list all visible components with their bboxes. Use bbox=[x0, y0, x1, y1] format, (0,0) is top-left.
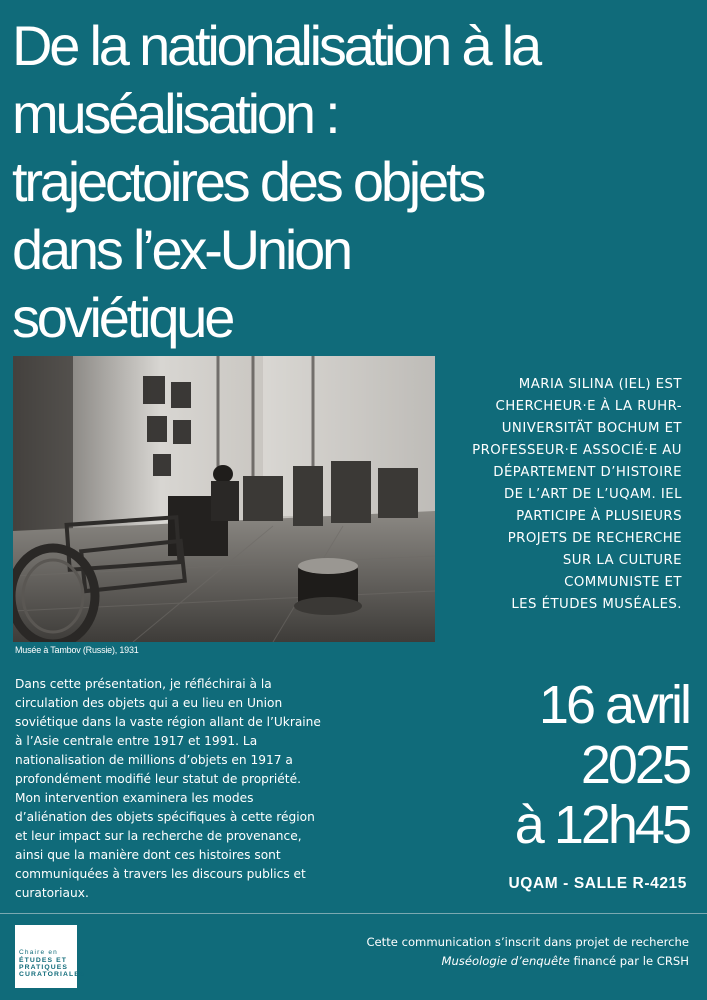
description-line: profondément modifié leur statut de propriété. bbox=[15, 772, 301, 786]
title-line: soviétique bbox=[12, 286, 233, 349]
bio-line: DE L’ART DE L’UQAM. IEL bbox=[503, 487, 682, 502]
chaire-logo bbox=[15, 925, 86, 988]
logo-line: PRATIQUES bbox=[19, 964, 69, 971]
footer-divider bbox=[0, 913, 707, 914]
bio-line: PROJETS DE RECHERCHE bbox=[507, 531, 682, 546]
bio-line: CHERCHEUR·E À LA RUHR- bbox=[495, 399, 682, 414]
description-line: nationalisation de millions d’objets en 1917 a bbox=[15, 753, 293, 767]
funding-note bbox=[366, 933, 689, 971]
photo-caption: Musée à Tambov (Russie), 1931 bbox=[15, 645, 139, 655]
date-line: à 12h45 bbox=[514, 795, 689, 855]
bio-line: SUR LA CULTURE bbox=[562, 553, 682, 568]
description-line: curatoriaux. bbox=[15, 886, 89, 900]
description-line: communiquées à travers les discours publics et bbox=[15, 867, 306, 881]
description-line: Dans cette présentation, je réfléchirai à la bbox=[15, 677, 272, 691]
title-line: muséalisation : bbox=[12, 82, 338, 145]
funding-line-1: Cette communication s’inscrit dans projet de recherche bbox=[366, 935, 689, 949]
title-line: dans l’ex-Union bbox=[12, 218, 350, 281]
description-line: Mon intervention examinera les modes bbox=[15, 791, 254, 805]
description-line: et leur impact sur la recherche de provenance, bbox=[15, 829, 302, 843]
bio-line: UNIVERSITÄT BOCHUM ET bbox=[501, 421, 682, 436]
logo-line: CURATORIALES bbox=[19, 971, 86, 978]
museum-photo bbox=[13, 356, 435, 642]
bio-line: PROFESSEUR·E ASSOCIÉ·E AU bbox=[472, 443, 682, 458]
funding-line-2 bbox=[366, 952, 689, 971]
description-line: circulation des objets qui a eu lieu en Union bbox=[15, 696, 283, 710]
logo-line: ÉTUDES ET bbox=[19, 957, 68, 964]
speaker-bio bbox=[422, 374, 682, 616]
bio-line: MARIA SILINA (IEL) EST bbox=[518, 377, 682, 392]
bio-line: DÉPARTEMENT D’HISTOIRE bbox=[493, 465, 682, 480]
bio-line: PARTICIPE À PLUSIEURS bbox=[516, 509, 682, 524]
date-line: 2025 bbox=[580, 735, 689, 795]
project-name: Muséologie d’enquête bbox=[441, 954, 570, 968]
description-line: soviétique dans la vaste région allant de l’Ukraine bbox=[15, 715, 321, 729]
date-line: 16 avril bbox=[538, 675, 689, 735]
funding-line-2-rest: financé par le CRSH bbox=[569, 954, 689, 968]
title-line: De la nationalisation à la bbox=[12, 14, 539, 77]
title-line: trajectoires des objets bbox=[12, 150, 484, 213]
bio-line: COMMUNISTE ET bbox=[564, 575, 682, 590]
logo-line: Chaire en bbox=[19, 949, 58, 956]
event-venue: UQAM - SALLE R-4215 bbox=[508, 875, 687, 892]
event-title bbox=[12, 12, 697, 352]
description-line: d’aliénation des objets spécifiques à cette région bbox=[15, 810, 315, 824]
event-date bbox=[515, 675, 689, 855]
talk-description bbox=[15, 675, 355, 903]
description-line: ainsi que la manière dont ces histoires sont bbox=[15, 848, 281, 862]
description-line: à l’Asie centrale entre 1917 et 1991. La bbox=[15, 734, 258, 748]
bio-line: LES ÉTUDES MUSÉALES. bbox=[511, 597, 682, 612]
museum-photo-illustration bbox=[13, 356, 435, 642]
